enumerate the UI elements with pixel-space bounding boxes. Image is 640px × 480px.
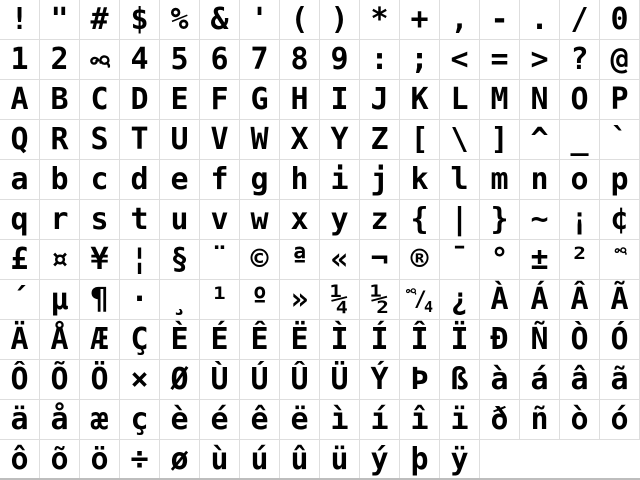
glyph-cell: A: [0, 80, 40, 120]
glyph-cell: Ã: [600, 280, 640, 320]
glyph-cell: T: [120, 120, 160, 160]
glyph-cell: Ý: [360, 360, 400, 400]
glyph-cell: s: [80, 200, 120, 240]
glyph-cell: ": [40, 0, 80, 40]
glyph-cell: À: [480, 280, 520, 320]
glyph-cell: Ì: [320, 320, 360, 360]
glyph-cell: æ: [80, 400, 120, 440]
glyph-cell: Q: [0, 120, 40, 160]
glyph-cell: g: [240, 160, 280, 200]
glyph-cell: =: [480, 40, 520, 80]
glyph-cell: è: [160, 400, 200, 440]
glyph-cell: 2: [40, 40, 80, 80]
glyph-cell: Ø: [160, 360, 200, 400]
glyph-cell: ë: [280, 400, 320, 440]
glyph-cell: ã: [600, 360, 640, 400]
glyph-cell: ø: [160, 440, 200, 478]
glyph-cell: 4: [120, 40, 160, 80]
glyph-superscript-three-squiggle: [600, 240, 640, 280]
glyph-cell: >: [520, 40, 560, 80]
glyph-cell: r: [40, 200, 80, 240]
glyph-cell: 5: [160, 40, 200, 80]
glyph-cell: Ë: [280, 320, 320, 360]
glyph-cell: ´: [0, 280, 40, 320]
glyph-cell: ÷: [120, 440, 160, 478]
glyph-cell: ö: [80, 440, 120, 478]
glyph-cell: á: [520, 360, 560, 400]
glyph-cell: I: [320, 80, 360, 120]
glyph-cell: «: [320, 240, 360, 280]
glyph-cell: `: [600, 120, 640, 160]
empty-cell: [480, 440, 520, 478]
glyph-cell: Ô: [0, 360, 40, 400]
glyph-cell: ó: [600, 400, 640, 440]
glyph-cell: }: [480, 200, 520, 240]
glyph-cell: ¬: [360, 240, 400, 280]
glyph-cell: U: [160, 120, 200, 160]
glyph-cell: Û: [280, 360, 320, 400]
glyph-cell: ²: [560, 240, 600, 280]
glyph-cell: ]: [480, 120, 520, 160]
glyph-cell: ù: [200, 440, 240, 478]
glyph-cell: 6: [200, 40, 240, 80]
glyph-cell: ): [320, 0, 360, 40]
glyph-cell: 0: [600, 0, 640, 40]
glyph-cell: Á: [520, 280, 560, 320]
glyph-cell: ç: [120, 400, 160, 440]
glyph-cell: .: [520, 0, 560, 40]
glyph-cell: ¥: [80, 240, 120, 280]
glyph-cell: -: [480, 0, 520, 40]
glyph-cell: ·: [120, 280, 160, 320]
glyph-cell: ª: [280, 240, 320, 280]
glyph-cell: Ï: [440, 320, 480, 360]
glyph-cell: c: [80, 160, 120, 200]
glyph-cell: Ü: [320, 360, 360, 400]
glyph-cell: 9: [320, 40, 360, 80]
glyph-cell: ¯: [440, 240, 480, 280]
glyph-cell: m: [480, 160, 520, 200]
glyph-cell: H: [280, 80, 320, 120]
glyph-cell: ò: [560, 400, 600, 440]
glyph-cell: Ö: [80, 360, 120, 400]
glyph-cell: C: [80, 80, 120, 120]
glyph-cell: ,: [440, 0, 480, 40]
glyph-cell: 8: [280, 40, 320, 80]
glyph-cell: w: [240, 200, 280, 240]
glyph-cell: ¨: [200, 240, 240, 280]
glyph-cell: ì: [320, 400, 360, 440]
glyph-cell: þ: [400, 440, 440, 478]
glyph-cell: Z: [360, 120, 400, 160]
glyph-cell: h: [280, 160, 320, 200]
glyph-cell: Í: [360, 320, 400, 360]
glyph-cell: »: [280, 280, 320, 320]
glyph-cell: ü: [320, 440, 360, 478]
glyph-cell: Ú: [240, 360, 280, 400]
glyph-cell: p: [600, 160, 640, 200]
glyph-cell: \: [440, 120, 480, 160]
glyph-cell: d: [120, 160, 160, 200]
glyph-cell: ý: [360, 440, 400, 478]
glyph-cell: R: [40, 120, 80, 160]
glyph-cell: Ñ: [520, 320, 560, 360]
glyph-cell: Õ: [40, 360, 80, 400]
glyph-cell: [: [400, 120, 440, 160]
glyph-cell: £: [0, 240, 40, 280]
glyph-cell: x: [280, 200, 320, 240]
glyph-cell: ': [240, 0, 280, 40]
glyph-cell: K: [400, 80, 440, 120]
glyph-cell: °: [480, 240, 520, 280]
glyph-cell: a: [0, 160, 40, 200]
glyph-cell: Þ: [400, 360, 440, 400]
glyph-cell: /: [560, 0, 600, 40]
glyph-cell: Ù: [200, 360, 240, 400]
glyph-cell: W: [240, 120, 280, 160]
glyph-cell: º: [240, 280, 280, 320]
glyph-cell: t: [120, 200, 160, 240]
glyph-cell: È: [160, 320, 200, 360]
glyph-cell: é: [200, 400, 240, 440]
glyph-cell: F: [200, 80, 240, 120]
glyph-cell: ä: [0, 400, 40, 440]
glyph-three-squiggle: [80, 40, 120, 80]
glyph-cell: §: [160, 240, 200, 280]
glyph-cell: Ð: [480, 320, 520, 360]
glyph-cell: ¡: [560, 200, 600, 240]
glyph-cell: _: [560, 120, 600, 160]
glyph-cell: q: [0, 200, 40, 240]
glyph-cell: O: [560, 80, 600, 120]
glyph-cell: y: [320, 200, 360, 240]
empty-cell: [600, 440, 640, 478]
glyph-cell: X: [280, 120, 320, 160]
glyph-cell: ½: [360, 280, 400, 320]
glyph-cell: %: [160, 0, 200, 40]
glyph-cell: j: [360, 160, 400, 200]
glyph-cell: D: [120, 80, 160, 120]
glyph-cell: ¹: [200, 280, 240, 320]
glyph-cell: ¢: [600, 200, 640, 240]
glyph-cell: Ä: [0, 320, 40, 360]
glyph-cell: ï: [440, 400, 480, 440]
glyph-cell: i: [320, 160, 360, 200]
glyph-cell: ñ: [520, 400, 560, 440]
glyph-cell: Y: [320, 120, 360, 160]
glyph-cell: í: [360, 400, 400, 440]
glyph-cell: z: [360, 200, 400, 240]
glyph-cell: @: [600, 40, 640, 80]
glyph-cell: b: [40, 160, 80, 200]
glyph-cell: ú: [240, 440, 280, 478]
glyph-cell: {: [400, 200, 440, 240]
glyph-cell: J: [360, 80, 400, 120]
glyph-cell: ±: [520, 240, 560, 280]
glyph-cell: (: [280, 0, 320, 40]
glyph-cell: ×: [120, 360, 160, 400]
glyph-cell: P: [600, 80, 640, 120]
glyph-cell: ê: [240, 400, 280, 440]
glyph-cell: ~: [520, 200, 560, 240]
glyph-cell: Â: [560, 280, 600, 320]
glyph-cell: L: [440, 80, 480, 120]
glyph-cell: B: [40, 80, 80, 120]
glyph-cell: M: [480, 80, 520, 120]
glyph-cell: Å: [40, 320, 80, 360]
glyph-cell: u: [160, 200, 200, 240]
glyph-cell: Ó: [600, 320, 640, 360]
glyph-cell: <: [440, 40, 480, 80]
glyph-cell: Ç: [120, 320, 160, 360]
glyph-cell: õ: [40, 440, 80, 478]
glyph-cell: ÿ: [440, 440, 480, 478]
glyph-cell: ô: [0, 440, 40, 478]
glyph-cell: !: [0, 0, 40, 40]
empty-cell: [560, 440, 600, 478]
glyph-cell: ¶: [80, 280, 120, 320]
glyph-cell: ¤: [40, 240, 80, 280]
glyph-cell: å: [40, 400, 80, 440]
glyph-cell: V: [200, 120, 240, 160]
glyph-cell: &: [200, 0, 240, 40]
glyph-cell: Æ: [80, 320, 120, 360]
glyph-cell: ©: [240, 240, 280, 280]
glyph-cell: E: [160, 80, 200, 120]
glyph-cell: 7: [240, 40, 280, 80]
empty-cell: [520, 440, 560, 478]
glyph-cell: :: [360, 40, 400, 80]
glyph-cell: |: [440, 200, 480, 240]
glyph-cell: S: [80, 120, 120, 160]
glyph-cell: G: [240, 80, 280, 120]
glyph-cell: 1: [0, 40, 40, 80]
glyph-cell: â: [560, 360, 600, 400]
glyph-cell: à: [480, 360, 520, 400]
glyph-cell: l: [440, 160, 480, 200]
glyph-cell: k: [400, 160, 440, 200]
glyph-cell: o: [560, 160, 600, 200]
glyph-cell: $: [120, 0, 160, 40]
glyph-cell: N: [520, 80, 560, 120]
glyph-cell: ®: [400, 240, 440, 280]
glyph-cell: ^: [520, 120, 560, 160]
glyph-cell: n: [520, 160, 560, 200]
glyph-cell: É: [200, 320, 240, 360]
glyph-cell: Î: [400, 320, 440, 360]
glyph-cell: #: [80, 0, 120, 40]
glyph-cell: e: [160, 160, 200, 200]
glyph-cell: *: [360, 0, 400, 40]
glyph-cell: Ò: [560, 320, 600, 360]
glyph-cell: ;: [400, 40, 440, 80]
glyph-cell: v: [200, 200, 240, 240]
glyph-three-quarters-squiggle: / 4: [400, 280, 440, 320]
glyph-cell: ?: [560, 40, 600, 80]
glyph-cell: Ê: [240, 320, 280, 360]
glyph-cell: ß: [440, 360, 480, 400]
glyph-cell: ¿: [440, 280, 480, 320]
glyph-cell: ¸: [160, 280, 200, 320]
glyph-cell: µ: [40, 280, 80, 320]
glyph-cell: ¦: [120, 240, 160, 280]
glyph-cell: f: [200, 160, 240, 200]
glyph-cell: ¼: [320, 280, 360, 320]
glyph-cell: î: [400, 400, 440, 440]
glyph-cell: ð: [480, 400, 520, 440]
glyph-cell: +: [400, 0, 440, 40]
glyph-cell: û: [280, 440, 320, 478]
